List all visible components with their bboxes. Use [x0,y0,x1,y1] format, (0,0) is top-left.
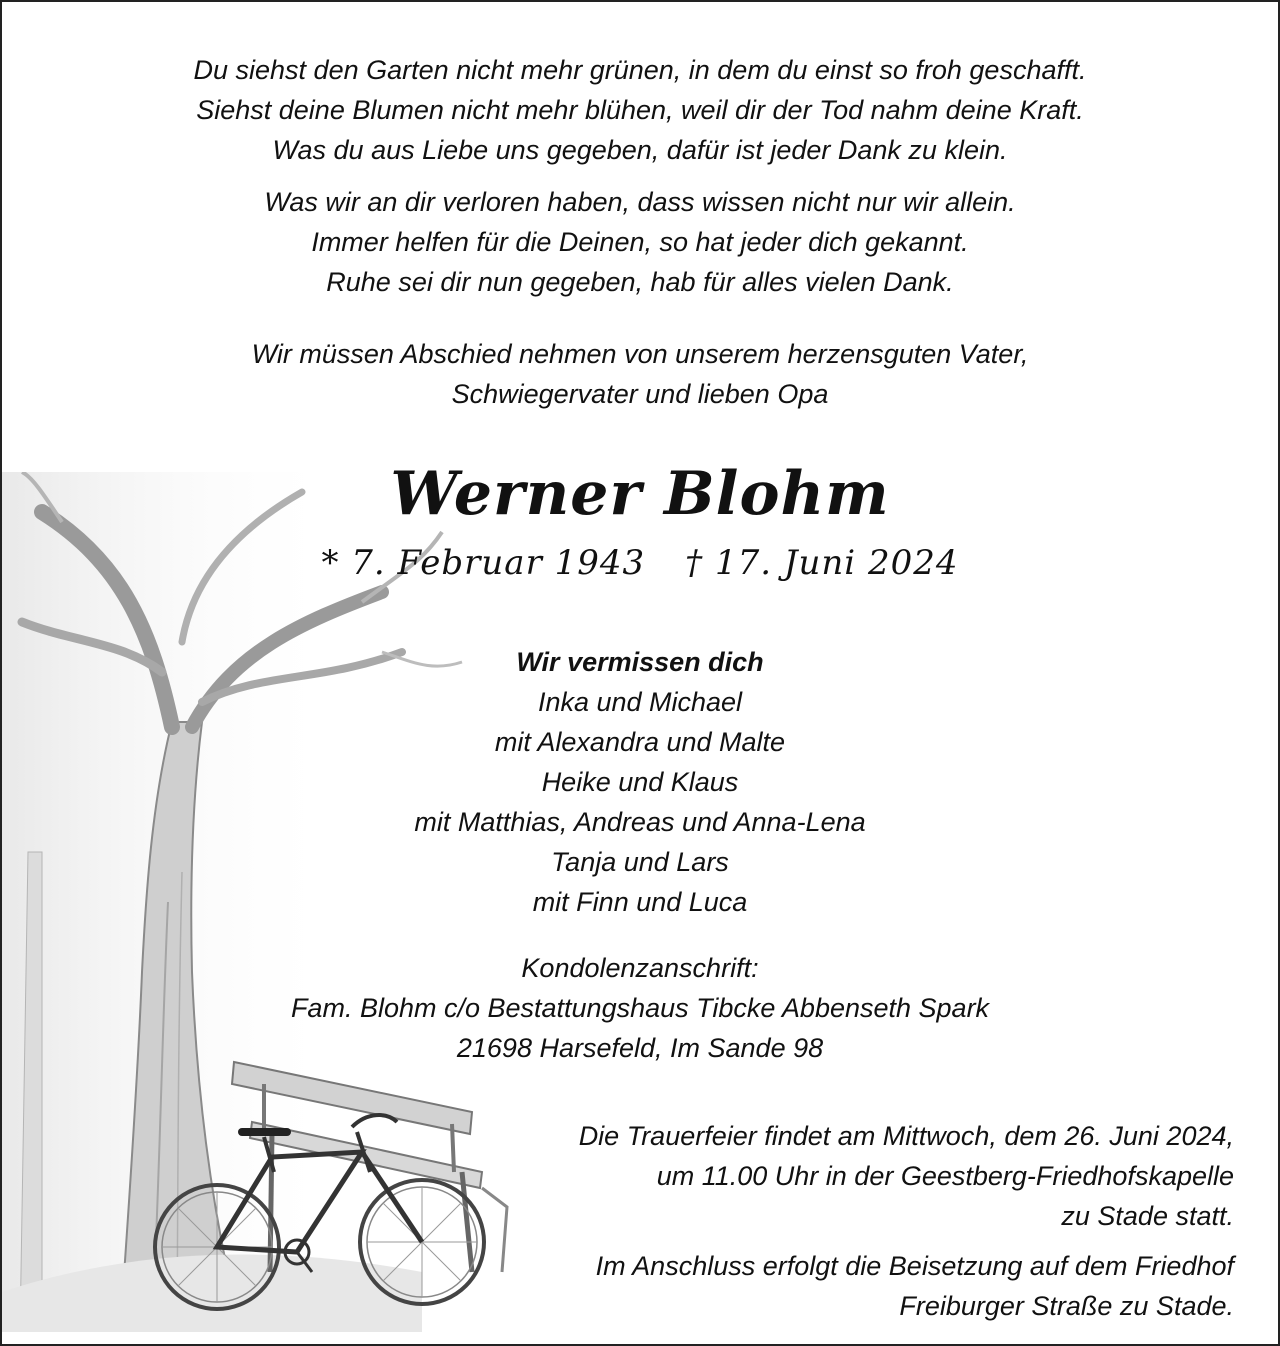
condolence-label: Kondolenzanschrift: [521,953,759,983]
ceremony-line: um 11.00 Uhr in der Geestberg-Friedhofskapelle [656,1161,1234,1191]
poem-stanza-1 [2,50,1278,170]
poem-line: Was du aus Liebe uns gegeben, dafür ist jeder Dank zu klein. [272,135,1008,165]
condolence-address [2,948,1278,1068]
poem-stanza-2 [2,182,1278,302]
death-date: † 17. Juni 2024 [685,543,959,583]
burial-line: Im Anschluss erfolgt die Beisetzung auf dem Friedhof [595,1251,1234,1281]
birth-date: * 7. Februar 1943 [321,543,646,583]
address-line: Fam. Blohm c/o Bestattungshaus Tibcke Abbenseth Spark [290,993,990,1023]
poem-line: Was wir an dir verloren haben, dass wissen nicht nur wir allein. [264,187,1016,217]
burial-line: Freiburger Straße zu Stade. [899,1291,1234,1321]
address-line: 21698 Harsefeld, Im Sande 98 [456,1033,824,1063]
intro-line: Schwiegervater und lieben Opa [451,379,829,409]
ceremony-line: Die Trauerfeier findet am Mittwoch, dem 26. Juni 2024, [578,1121,1234,1151]
intro-line: Wir müssen Abschied nehmen von unserem herzensguten Vater, [251,339,1029,369]
funeral-info [579,1116,1234,1326]
poem-line: Siehst deine Blumen nicht mehr blühen, weil dir der Tod nahm deine Kraft. [196,95,1084,125]
family-heading: Wir vermissen dich [516,647,764,677]
poem-line: Ruhe sei dir nun gegeben, hab für alles vielen Dank. [326,267,954,297]
life-dates [2,538,1278,588]
poem-line: Du siehst den Garten nicht mehr grünen, in dem du einst so froh geschafft. [193,55,1087,85]
farewell-intro [2,334,1278,414]
family-line: mit Matthias, Andreas und Anna-Lena [414,807,866,837]
family-line: mit Alexandra und Malte [494,727,786,757]
family-line: Tanja und Lars [551,847,729,877]
family-list [2,642,1278,922]
family-line: mit Finn und Luca [532,887,748,917]
poem-line: Immer helfen für die Deinen, so hat jeder dich gekannt. [311,227,969,257]
ceremony-line: zu Stade statt. [1061,1201,1234,1231]
family-line: Inka und Michael [537,687,743,717]
deceased-name: Werner Blohm [390,459,890,529]
family-line: Heike und Klaus [541,767,739,797]
